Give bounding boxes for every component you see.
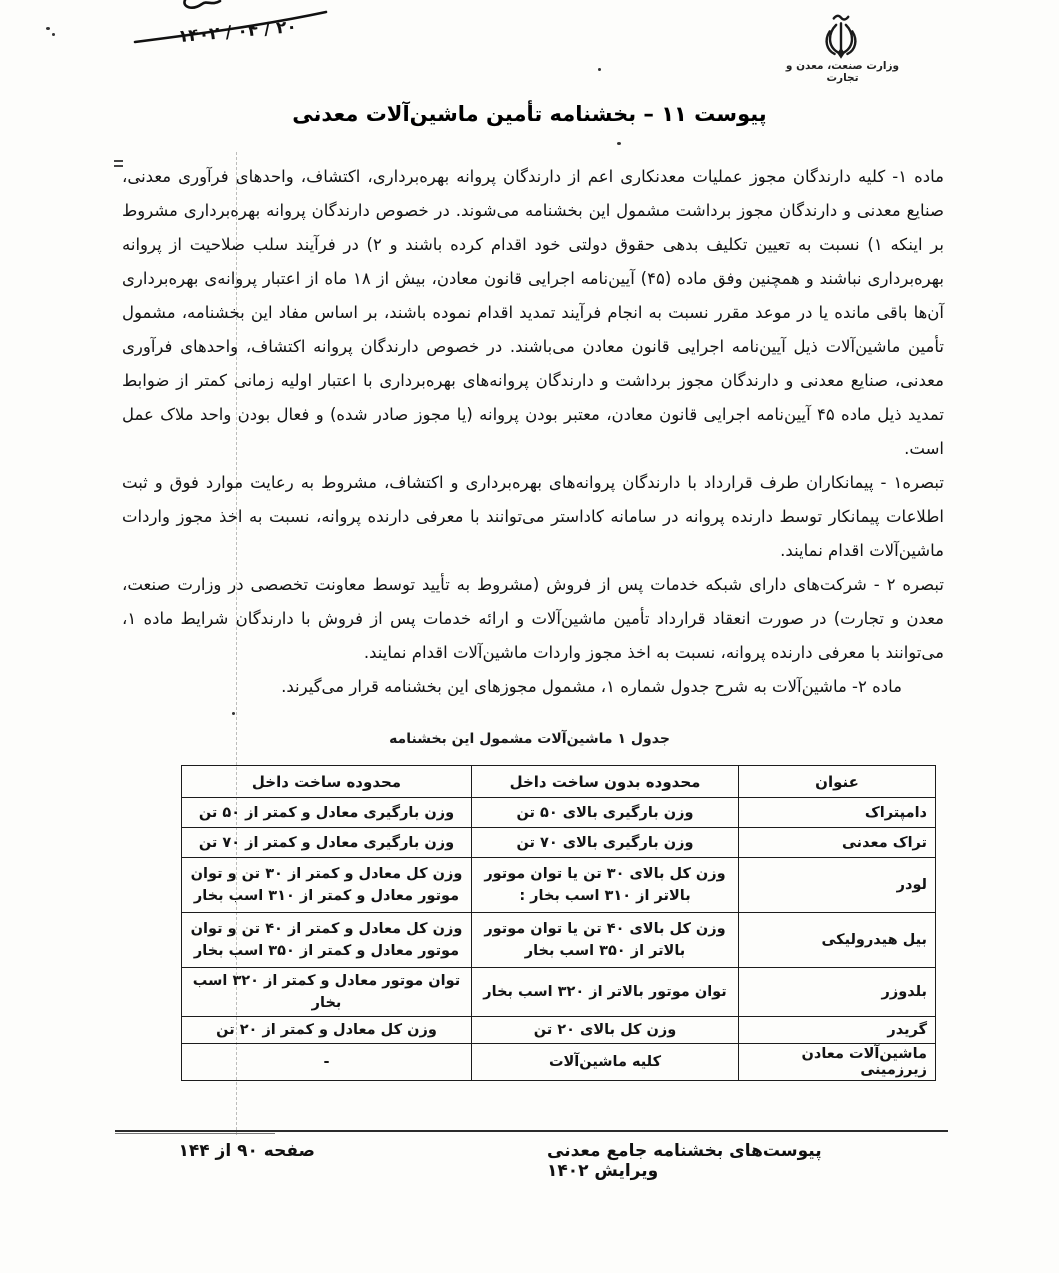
row-domestic: - bbox=[182, 1044, 472, 1081]
row-non-domestic: وزن کل بالای ۲۰ تن bbox=[472, 1017, 739, 1044]
row-title: ماشین‌آلات معادن زیرزمینی bbox=[739, 1044, 936, 1081]
row-non-domestic: کلیه ماشین‌آلات bbox=[472, 1044, 739, 1081]
table-row bbox=[182, 858, 936, 913]
row-title: لودر bbox=[739, 858, 936, 913]
row-domestic: وزن کل معادل و کمتر از ۲۰ تن bbox=[182, 1017, 472, 1044]
scan-speck bbox=[46, 27, 50, 30]
scan-speck bbox=[598, 68, 601, 71]
row-non-domestic: وزن کل بالای ۴۰ تن یا توان موتور بالاتر از ۳۵۰ اسب بخار bbox=[472, 913, 739, 968]
handwritten-date: ۱۴۰۲ / ۰۴ / ۲۰ bbox=[177, 16, 298, 48]
row-non-domestic: وزن بارگیری بالای ۷۰ تن bbox=[472, 828, 739, 858]
scan-speck bbox=[232, 712, 235, 715]
row-title: گریدر bbox=[739, 1017, 936, 1044]
scan-speck bbox=[52, 33, 55, 36]
document-body bbox=[122, 160, 944, 704]
table-row bbox=[182, 828, 936, 858]
row-non-domestic: وزن بارگیری بالای ۵۰ تن bbox=[472, 798, 739, 828]
column-header-domestic: محدوده ساخت داخل bbox=[182, 766, 472, 798]
row-non-domestic: توان موتور بالاتر از ۳۲۰ اسب بخار bbox=[472, 968, 739, 1017]
row-title: بلدوزر bbox=[739, 968, 936, 1017]
footer-divider-line bbox=[115, 1130, 948, 1132]
table-row bbox=[182, 968, 936, 1017]
column-header-non-domestic: محدوده بدون ساخت داخل bbox=[472, 766, 739, 798]
document-title: پیوست ۱۱ – بخشنامه تأمین ماشین‌آلات معدنی bbox=[292, 102, 767, 126]
footer-page-number: صفحه ۹۰ از ۱۴۴ bbox=[178, 1141, 315, 1161]
row-domestic: وزن کل معادل و کمتر از ۳۰ تن و توان موتور معادل و کمتر از ۳۱۰ اسب بخار bbox=[182, 858, 472, 913]
table-row bbox=[182, 1017, 936, 1044]
ministry-name: وزارت صنعت، معدن و تجارت bbox=[785, 60, 900, 84]
row-domestic: وزن بارگیری معادل و کمتر از ۷۰ تن bbox=[182, 828, 472, 858]
table-caption: جدول ۱ ماشین‌آلات مشمول این بخشنامه bbox=[389, 731, 670, 747]
iran-emblem-icon bbox=[812, 12, 870, 62]
row-title: دامپتراک bbox=[739, 798, 936, 828]
table-row bbox=[182, 798, 936, 828]
paragraph-article-1: ماده ۱- کلیه دارندگان مجوز عملیات معدنکاری اعم از دارندگان پروانه بهره‌برداری، اکتشاف، واحدهای فرآوری معدنی، صنایع معدنی و دارندگان مجوز برداشت مشمول این بخشنامه می‌شوند. در خصوص دارندگان پروانه بهره‌برداری مشروط بر اینکه ۱) نسبت به تعیین تکلیف بدهی حقوق دولتی خود اقدام کرده باشند و ۲) در فرآیند سلب صلاحیت از پروانه بهره‌برداری نباشند و همچنین وفق ماده (۴۵) آیین‌نامه اجرایی قانون معادن، بیش از ۱۸ ماه از اعتبار پروانه‌ی بهره‌برداری آن‌ها باقی مانده یا در موعد مقرر نسبت به انجام فرآیند تمدید اقدام نموده باشند، بر اساس مفاد این بخشنامه، مشمول تأمین ماشین‌آلات ذیل آیین‌نامه اجرایی قانون معادن می‌باشند. در خصوص دارندگان پروانه اکتشاف، واحدهای فرآوری معدنی، صنایع معدنی و دارندگان مجوز برداشت و دارندگان پروانه‌های بهره‌برداری با اعتبار اولیه زمانی کمتر از ضوابط تمدید ذیل ماده ۴۵ آیین‌نامه اجرایی قانون معادن، معتبر بودن پروانه (یا مجوز صادر شده) و فعال بودن واحد ملاک عمل است. bbox=[122, 167, 944, 458]
scan-speck bbox=[617, 142, 621, 145]
row-title: بیل هیدرولیکی bbox=[739, 913, 936, 968]
table-row bbox=[182, 1044, 936, 1081]
table-row bbox=[182, 913, 936, 968]
row-non-domestic: وزن کل بالای ۳۰ تن یا توان موتور بالاتر از ۳۱۰ اسب بخار : bbox=[472, 858, 739, 913]
row-domestic: وزن بارگیری معادل و کمتر از ۵۰ تن bbox=[182, 798, 472, 828]
paragraph-note-2: تبصره ۲ - شرکت‌های دارای شبکه خدمات پس از فروش (مشروط به تأیید توسط معاونت تخصصی در وزارت صنعت، معدن و تجارت) در صورت انعقاد قرارداد تأمین ماشین‌آلات و ارائه خدمات پس از فروش با دارندگان شرایط ماده ۱، می‌توانند با معرفی دارنده پروانه، نسبت به اخذ مجوز واردات ماشین‌آلات اقدام نمایند. bbox=[122, 575, 945, 662]
column-header-title: عنوان bbox=[739, 766, 936, 798]
paragraph-note-1: تبصره۱ - پیمانکاران طرف قرارداد با دارندگان پروانه‌های بهره‌برداری و اکتشاف، مشروط به رعایت موارد فوق و ثبت اطلاعات پیمانکار توسط دارنده پروانه در سامانه کاداستر می‌توانند با معرفی دارنده پروانه، نسبت به اخذ مجوز واردات ماشین‌آلات اقدام نمایند. bbox=[122, 473, 944, 560]
machinery-table bbox=[181, 765, 936, 1081]
row-domestic: توان موتور معادل و کمتر از ۳۲۰ اسب بخار bbox=[182, 968, 472, 1017]
row-domestic: وزن کل معادل و کمتر از ۴۰ تن و توان موتور معادل و کمتر از ۳۵۰ اسب بخار bbox=[182, 913, 472, 968]
row-title: تراک معدنی bbox=[739, 828, 936, 858]
footer-document-name: پیوست‌های بخشنامه جامع معدنی ویرایش ۱۴۰۲ bbox=[547, 1141, 822, 1181]
table-header-row bbox=[182, 766, 936, 798]
paragraph-article-2: ماده ۲- ماشین‌آلات به شرح جدول شماره ۱، مشمول مجوزهای این بخشنامه قرار می‌گیرند. bbox=[281, 677, 902, 696]
